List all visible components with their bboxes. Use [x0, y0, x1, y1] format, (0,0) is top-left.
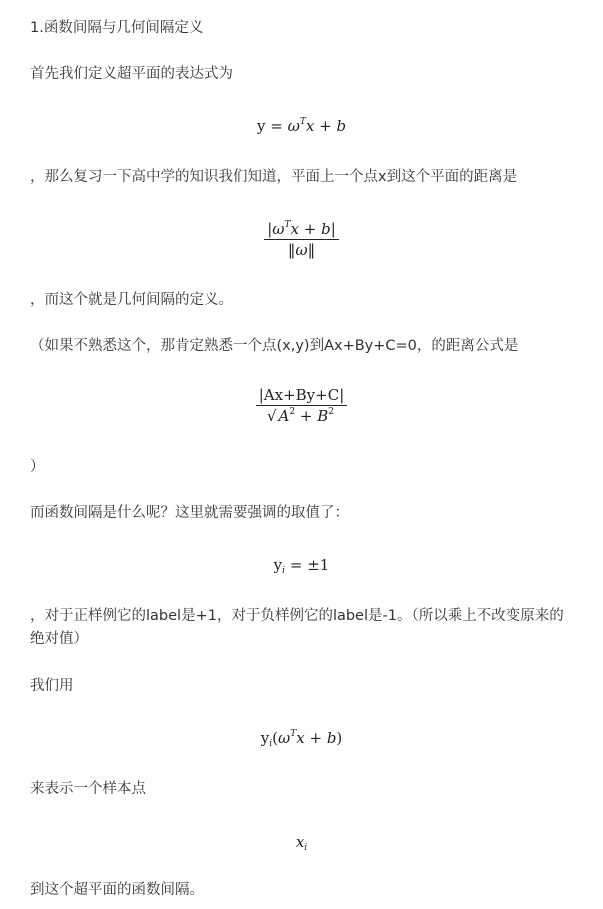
- paragraph-unfamiliar: （如果不熟悉这个，那肯定熟悉一个点(x,y)到Ax+By+C=0，的距离公式是: [30, 338, 519, 354]
- paragraph-distance: ，那么复习一下高中学的知识我们知道，平面上一个点x到这个平面的距离是: [30, 169, 518, 185]
- paragraph-intro: 首先我们定义超平面的表达式为: [30, 66, 233, 82]
- formula-point-line: $\frac{|Ax+By+C|}{√ A^2 + B^2}$: [0, 386, 603, 425]
- paragraph-geometric: ，而这个就是几何间隔的定义。: [30, 292, 233, 308]
- paragraph-labels: ，对于正样例它的label是+1，对于负样例它的label是-1。（所以乘上不改变原来的绝对值）: [30, 608, 564, 647]
- paragraph-functional: 而函数间隔是什么呢？这里就需要强调的取值了：: [30, 505, 349, 521]
- paragraph-represent: 来表示一个样本点: [30, 781, 146, 797]
- formula-label: $y_i = \pm 1$: [273, 556, 330, 576]
- formula-distance: $\frac{|\omega^Tx + b|}{‖\omega‖}$: [0, 220, 603, 259]
- paragraph-close-paren: ）: [30, 459, 45, 475]
- formula-hyperplane: $y = \omega^Tx + b$: [256, 117, 347, 135]
- paragraph-end: 到这个超平面的函数间隔。: [30, 882, 204, 898]
- formula-sample: $x_i$: [295, 833, 308, 853]
- paragraph-we-use: 我们用: [30, 678, 74, 694]
- formula-functional: $y_i(\omega^Tx + b)$: [260, 729, 343, 749]
- section-title: 1.函数间隔与几何间隔定义: [30, 20, 204, 36]
